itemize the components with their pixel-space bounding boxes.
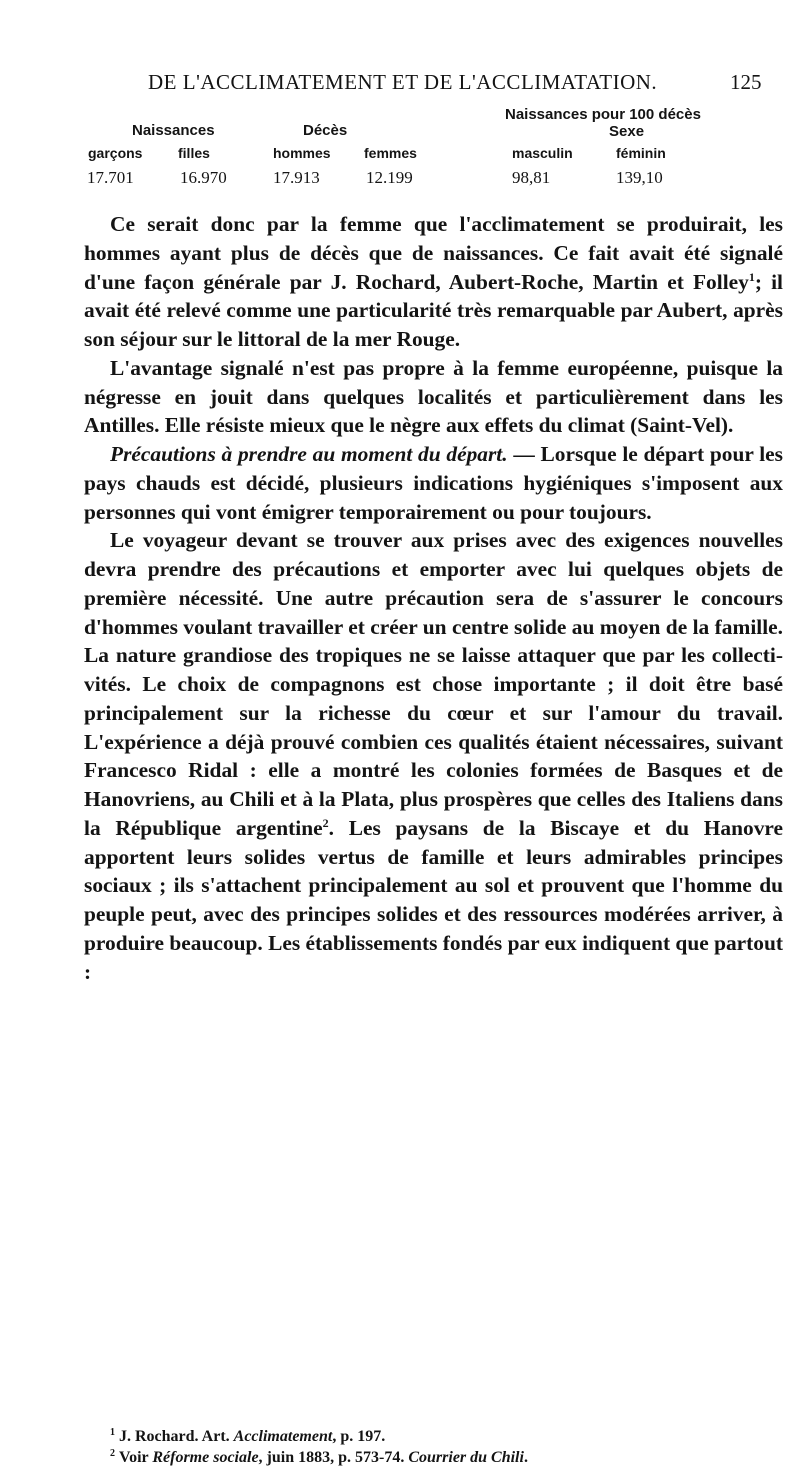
running-title: DE L'ACCLIMATEMENT ET DE L'ACCLIMATATION. [148, 70, 658, 94]
paragraph-text: Le voyageur devant se trouver aux prises avec des exigences nouvelles devra prendre des précautions et emporter avec lui quelques objets de première nécessité. Une autre précaution sera de s'assurer le concours d'hommes voulant travailler et créer un centre solide au moyen de la famille. La nature grandiose des tropiques ne se laisse attaquer que par les collectivités. Le choix de compagnons est chose importante ; il doit être basé principalement sur la richesse du cœur et sur l'amour du travail. L'expérience a déjà prouvé combien ces qualités étaient nécessaires, suivant Francesco Ridal : elle a montré les colonies formées de Basques et de Hanovriens, au Chili et à la Plata, plus prospères que celles des Italiens dans la République argentine [84, 528, 783, 840]
column-header-women: femmes [364, 145, 417, 161]
footnote-mark: 1 [110, 1426, 115, 1438]
paragraph-text: Ce serait donc par la femme que l'acclimatement se produirait, les hommes ayant plus de décès que de naissances. Ce fait avait été signalé d'une façon générale par J. Rochard, Aubert-Roche, Martin et Folley [84, 212, 783, 294]
value-men: 17.913 [273, 168, 320, 187]
footnote-text: . [523, 1449, 528, 1466]
footnote-ref: 1 [748, 269, 755, 284]
value-women: 12.199 [366, 168, 413, 187]
footnote-text: , p. 197. [332, 1428, 386, 1445]
paragraph-text: . Les paysans de la Biscaye et du Hanovre apportent leurs solides vertus de famille et leurs admirables principes sociaux ; ils s'attachent principalement au sol et prouvent que l'homme du peuple peut, avec des principes solides et des ressources modérées arriver, à produire beaucoup. Les établissements fondés par eux indiquent que partout : [84, 815, 783, 984]
paragraph-text: — Lorsque le départ pour les pays chauds est décidé, plusieurs indications hygiéniques s'imposent aux personnes qui vont émigrer temporairement ou pour toujours. [84, 442, 783, 524]
column-header-girls: filles [178, 145, 210, 161]
column-header-male: masculin [512, 145, 573, 161]
value-boys: 17.701 [87, 168, 134, 187]
footnote-title: Courrier du Chili [408, 1449, 524, 1466]
column-header-men: hommes [273, 145, 331, 161]
paragraph: L'avantage signalé n'est pas propre à la femme européenne, puisque la négresse en jouit dans quelques localités et particulièrement dans les Antilles. Elle résiste mieux que le nègre aux effets du climat (Saint-Vel). [84, 355, 783, 438]
footnote-title: Réforme sociale [152, 1449, 259, 1466]
deaths-group-heading: Décès [303, 122, 348, 139]
paragraph [84, 526, 783, 986]
value-female-ratio: 139,10 [616, 168, 663, 187]
column-header-female: féminin [616, 145, 666, 161]
footnote-mark: 2 [110, 1447, 115, 1459]
section-heading: Précautions à prendre au moment du départ. [110, 442, 508, 466]
page-number: 125 [730, 70, 762, 94]
footnote-text: , juin 1883, p. 573-74. [258, 1449, 409, 1466]
births-group-heading: Naissances [132, 122, 215, 139]
column-header-boys: garçons [88, 145, 143, 161]
footnote-text: Voir [119, 1449, 153, 1466]
paragraph-text: ; il avait été relevé comme une particularité très remarquable par Aubert, après son séjour sur le littoral de la mer Rouge. [84, 269, 783, 351]
footnote-text: J. Rochard. Art. [119, 1428, 234, 1445]
ratio-group-heading: Naissances pour 100 décès [505, 106, 701, 123]
sex-subheading: Sexe [609, 123, 645, 140]
footnote [110, 1447, 770, 1468]
paragraph [84, 210, 783, 354]
value-male-ratio: 98,81 [512, 168, 551, 187]
footnote [110, 1426, 770, 1447]
footnotes [110, 1426, 770, 1468]
paragraph [84, 440, 783, 526]
value-girls: 16.970 [180, 168, 227, 187]
statistics-table [85, 106, 765, 200]
footnote-title: Acclimatement [233, 1428, 333, 1445]
footnote-ref: 2 [322, 815, 329, 830]
body-text [84, 210, 783, 986]
